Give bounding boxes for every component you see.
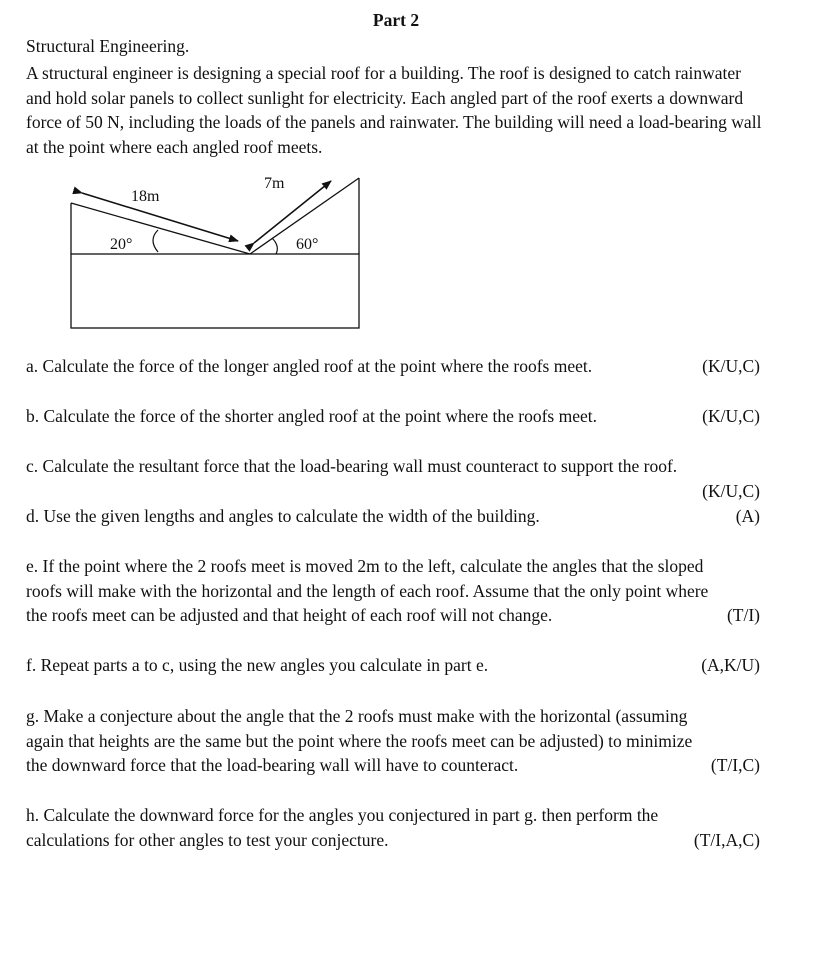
- intro-paragraph: A structural engineer is designing a special roof for a building. The roof is designed to catch rainwater and hold solar panels to collect sunlight for electricity. Each angled part of the roof exerts a downward force of 50 N, including the loads of the panels and rainwater. The building will need a load-bearing wall at the point where each angled roof meets.: [26, 63, 762, 157]
- question-a-mark: (K/U,C): [702, 356, 760, 376]
- question-c-text: c. Calculate the resultant force that the load-bearing wall must counteract to support the roof.: [26, 456, 678, 476]
- question-g: [26, 704, 760, 778]
- question-f: [26, 653, 760, 678]
- long-roof: [71, 203, 250, 254]
- short-roof-length-label: 7m: [264, 175, 285, 192]
- question-g-mark: (T/I,C): [710, 755, 760, 775]
- section-heading: Structural Engineering.: [26, 36, 190, 56]
- question-h: [26, 803, 760, 853]
- question-c: [26, 454, 760, 503]
- long-roof-dimension-arrow: [82, 193, 238, 241]
- question-d: [26, 504, 760, 529]
- question-f-mark: (A,K/U): [701, 655, 760, 675]
- question-e: [26, 554, 760, 628]
- question-a: [26, 354, 760, 379]
- building-body: [71, 254, 359, 328]
- long-roof-length-label: 18m: [131, 188, 160, 205]
- roof-diagram: [60, 168, 370, 338]
- page-title: Part 2: [372, 10, 420, 30]
- question-b-text: b. Calculate the force of the shorter angled roof at the point where the roofs meet.: [26, 406, 597, 426]
- long-roof-angle-label: 20°: [110, 236, 133, 253]
- question-f-text: f. Repeat parts a to c, using the new angles you calculate in part e.: [26, 655, 489, 675]
- long-roof-angle-arc: [153, 230, 158, 252]
- question-d-text: d. Use the given lengths and angles to calculate the width of the building.: [26, 506, 540, 526]
- question-g-text: g. Make a conjecture about the angle that the 2 roofs must make with the horizontal (assuming again that heights are the same but the point where the roofs meet can be adjusted) to minimize the downward force that the load-bearing wall will have to counteract.: [26, 706, 693, 775]
- question-a-text: a. Calculate the force of the longer angled roof at the point where the roofs meet.: [26, 356, 593, 376]
- question-b-mark: (K/U,C): [702, 406, 760, 426]
- question-d-mark: (A): [735, 506, 760, 526]
- question-c-mark: (K/U,C): [702, 480, 760, 501]
- question-b: [26, 404, 760, 429]
- short-roof-angle-label: 60°: [296, 236, 319, 253]
- question-e-mark: (T/I): [726, 605, 760, 625]
- question-h-mark: (T/I,A,C): [693, 830, 760, 850]
- question-h-text: h. Calculate the downward force for the angles you conjectured in part g. then perform the calculations for other angles to test your conjecture.: [26, 805, 659, 850]
- question-e-text: e. If the point where the 2 roofs meet is moved 2m to the left, calculate the angles that the sloped roofs will make with the horizontal and the length of each roof. Assume that the only point where the roofs meet can be adjusted and that height of each roof will not change.: [26, 556, 709, 625]
- short-roof-angle-arc: [272, 238, 277, 254]
